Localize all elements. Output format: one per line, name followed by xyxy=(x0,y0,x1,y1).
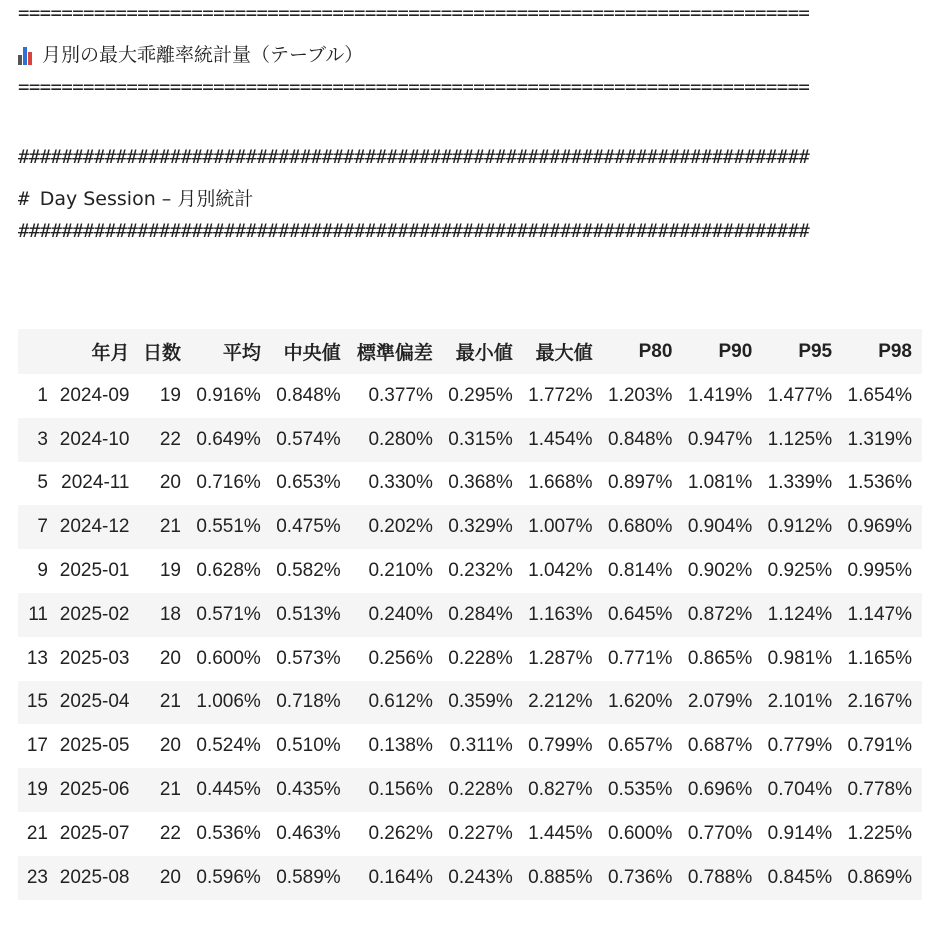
table-cell: 0.475% xyxy=(271,505,351,549)
table-cell: 0.536% xyxy=(196,822,261,844)
table-cell: 0.869% xyxy=(842,856,922,900)
table-cell: 0.612% xyxy=(351,681,443,725)
table-cell: 1.772% xyxy=(528,384,593,406)
table-cell: 0.925% xyxy=(767,560,833,582)
column-header: P90 xyxy=(682,329,762,374)
table-cell: 2024-12 xyxy=(54,505,140,549)
table-cell: 1.445% xyxy=(528,822,593,844)
table-row xyxy=(18,418,922,462)
table-body xyxy=(18,374,922,900)
table-cell: 1.124% xyxy=(762,593,842,637)
table-cell: 0.368% xyxy=(448,472,513,494)
table-cell: 0.696% xyxy=(682,768,762,812)
table-row xyxy=(18,681,922,725)
table-cell: 0.687% xyxy=(687,735,753,757)
table-cell: 0.284% xyxy=(443,593,523,637)
table-cell: 0.202% xyxy=(351,505,443,549)
table-cell: 0.315% xyxy=(443,418,523,462)
table-cell: 2024-10 xyxy=(54,418,140,462)
table-cell: 0.600% xyxy=(196,647,261,669)
table-cell: 2.167% xyxy=(842,681,922,725)
table-cell: 19 xyxy=(159,384,181,406)
table-cell: 0.210% xyxy=(368,560,433,582)
table-row xyxy=(18,768,922,812)
table-cell: 1.203% xyxy=(607,384,673,406)
bar-chart-icon xyxy=(18,47,34,65)
table-cell: 0.969% xyxy=(842,505,922,549)
table-cell: 21 xyxy=(140,681,191,725)
column-header: 年月 xyxy=(54,329,140,374)
table-cell: 0.788% xyxy=(682,856,762,900)
table-cell: 1.668% xyxy=(528,472,593,494)
table-cell: 2025-03 xyxy=(59,647,130,669)
table-cell: 0.827% xyxy=(523,768,603,812)
table-cell: 0.377% xyxy=(368,384,433,406)
column-header: 平均 xyxy=(191,329,271,374)
table-cell: 0.551% xyxy=(191,505,271,549)
table-cell: 2025-02 xyxy=(54,593,140,637)
table-cell: 0.164% xyxy=(351,856,443,900)
table-cell: 1.147% xyxy=(842,593,922,637)
session-heading xyxy=(18,184,253,211)
column-header: 標準偏差 xyxy=(351,329,443,374)
table-cell: 2025-06 xyxy=(54,768,140,812)
table-cell: 0.510% xyxy=(276,735,341,757)
row-index-cell: 15 xyxy=(18,681,54,725)
table-cell: 1.339% xyxy=(767,472,833,494)
table-cell: 0.778% xyxy=(842,768,922,812)
table-header-row xyxy=(18,329,922,374)
table-cell: 0.535% xyxy=(603,768,683,812)
row-index-cell: 1 xyxy=(37,384,48,406)
table-cell: 0.897% xyxy=(607,472,673,494)
row-index-cell: 13 xyxy=(26,647,48,669)
table-cell: 2.079% xyxy=(682,681,762,725)
table-cell: 1.125% xyxy=(762,418,842,462)
table-cell: 0.228% xyxy=(448,647,513,669)
table-cell: 0.680% xyxy=(603,505,683,549)
table-cell: 22 xyxy=(159,822,181,844)
table-cell: 0.865% xyxy=(687,647,753,669)
table-cell: 20 xyxy=(159,647,181,669)
table-cell: 1.165% xyxy=(847,647,912,669)
table-cell: 1.081% xyxy=(687,472,753,494)
table-cell: 0.916% xyxy=(196,384,261,406)
table-cell: 0.295% xyxy=(448,384,513,406)
table-cell: 1.620% xyxy=(603,681,683,725)
row-index-cell: 5 xyxy=(37,472,48,494)
table-cell: 0.770% xyxy=(687,822,753,844)
table-cell: 0.232% xyxy=(448,560,513,582)
table-cell: 1.319% xyxy=(842,418,922,462)
session-heading-title: Day Session – 月別統計 xyxy=(39,188,254,210)
column-header: P98 xyxy=(842,329,922,374)
table-cell: 0.280% xyxy=(351,418,443,462)
table-cell: 18 xyxy=(140,593,191,637)
table-cell: 2025-07 xyxy=(59,822,130,844)
table-cell: 0.571% xyxy=(191,593,271,637)
table-cell: 1.654% xyxy=(847,384,912,406)
table-cell: 0.845% xyxy=(762,856,842,900)
table-cell: 2.101% xyxy=(762,681,842,725)
table-cell: 0.981% xyxy=(767,647,833,669)
table-cell: 1.477% xyxy=(767,384,833,406)
separator-hash-bottom: ######################################################################### xyxy=(18,220,810,242)
table-cell: 0.791% xyxy=(847,735,912,757)
row-index-cell: 9 xyxy=(37,560,48,582)
row-index-cell: 11 xyxy=(18,593,54,637)
output-title: 月別の最大乖離率統計量（テーブル） xyxy=(42,44,364,66)
table-cell: 0.904% xyxy=(682,505,762,549)
table-cell: 1.006% xyxy=(191,681,271,725)
table-cell: 0.463% xyxy=(276,822,341,844)
table-cell: 0.771% xyxy=(607,647,673,669)
column-header: 日数 xyxy=(140,329,191,374)
table-cell: 0.359% xyxy=(443,681,523,725)
separator-equals-bottom: ========================================================================= xyxy=(18,76,810,98)
table-cell: 0.573% xyxy=(276,647,341,669)
table-cell: 0.872% xyxy=(682,593,762,637)
table-cell: 0.513% xyxy=(271,593,351,637)
table-row xyxy=(18,549,922,593)
table-cell: 0.574% xyxy=(271,418,351,462)
table-cell: 1.454% xyxy=(523,418,603,462)
table-cell: 20 xyxy=(159,735,181,757)
table-cell: 19 xyxy=(159,560,181,582)
table-cell: 2025-04 xyxy=(54,681,140,725)
table-cell: 2025-01 xyxy=(59,560,130,582)
table-row xyxy=(18,593,922,637)
table-cell: 0.596% xyxy=(191,856,271,900)
table-cell: 0.814% xyxy=(607,560,673,582)
table-cell: 0.227% xyxy=(448,822,513,844)
table-cell: 0.240% xyxy=(351,593,443,637)
table-row xyxy=(18,856,922,900)
row-index-cell: 3 xyxy=(18,418,54,462)
table-cell: 1.225% xyxy=(847,822,912,844)
table-cell: 0.262% xyxy=(368,822,433,844)
table-cell: 1.042% xyxy=(528,560,593,582)
table-cell: 2024-11 xyxy=(61,472,130,494)
table-row xyxy=(18,724,922,768)
table-cell: 0.848% xyxy=(276,384,341,406)
table-cell: 0.914% xyxy=(767,822,833,844)
table-cell: 0.156% xyxy=(351,768,443,812)
table-row xyxy=(18,462,922,506)
index-column-header xyxy=(18,329,54,374)
table-cell: 0.947% xyxy=(682,418,762,462)
table-row xyxy=(18,637,922,681)
table-cell: 0.243% xyxy=(443,856,523,900)
table-cell: 0.653% xyxy=(276,472,341,494)
table-cell: 0.645% xyxy=(603,593,683,637)
table-cell: 1.007% xyxy=(523,505,603,549)
table-row xyxy=(18,505,922,549)
table-cell: 0.716% xyxy=(196,472,261,494)
table-cell: 0.435% xyxy=(271,768,351,812)
table-cell: 0.736% xyxy=(603,856,683,900)
table-cell: 0.704% xyxy=(762,768,842,812)
table-cell: 0.912% xyxy=(762,505,842,549)
table-cell: 0.330% xyxy=(368,472,433,494)
table-cell: 20 xyxy=(140,856,191,900)
table-cell: 0.718% xyxy=(271,681,351,725)
column-header: 中央値 xyxy=(271,329,351,374)
table-cell: 0.582% xyxy=(276,560,341,582)
table-cell: 1.163% xyxy=(523,593,603,637)
table-cell: 21 xyxy=(140,505,191,549)
table-cell: 2024-09 xyxy=(59,384,130,406)
table-cell: 21 xyxy=(140,768,191,812)
column-header: 最大値 xyxy=(523,329,603,374)
table-cell: 0.995% xyxy=(847,560,912,582)
table-cell: 0.329% xyxy=(443,505,523,549)
row-index-cell: 17 xyxy=(26,735,48,757)
row-index-cell: 7 xyxy=(18,505,54,549)
table-cell: 0.311% xyxy=(449,735,513,757)
table-cell: 2.212% xyxy=(523,681,603,725)
table-cell: 0.848% xyxy=(603,418,683,462)
table-cell: 0.524% xyxy=(196,735,261,757)
table-cell: 0.649% xyxy=(191,418,271,462)
table-cell: 0.445% xyxy=(191,768,271,812)
column-header: P80 xyxy=(603,329,683,374)
monthly-stats-table xyxy=(18,329,922,900)
table-cell: 0.256% xyxy=(368,647,433,669)
column-header: 最小値 xyxy=(443,329,523,374)
table-cell: 1.536% xyxy=(847,472,912,494)
output-title-line xyxy=(18,40,363,67)
table-cell: 0.628% xyxy=(196,560,261,582)
table-cell: 2025-08 xyxy=(54,856,140,900)
table-cell: 0.902% xyxy=(687,560,753,582)
table-cell: 1.419% xyxy=(687,384,753,406)
separator-hash-top: ######################################################################### xyxy=(18,146,810,168)
table-cell: 20 xyxy=(159,472,181,494)
row-index-cell: 23 xyxy=(18,856,54,900)
table-cell: 0.600% xyxy=(607,822,673,844)
table-cell: 1.287% xyxy=(528,647,593,669)
table-cell: 0.657% xyxy=(607,735,673,757)
table-row xyxy=(18,374,922,418)
table-cell: 0.799% xyxy=(528,735,593,757)
row-index-cell: 21 xyxy=(26,822,48,844)
table-cell: 0.228% xyxy=(443,768,523,812)
table-cell: 22 xyxy=(140,418,191,462)
table-cell: 0.885% xyxy=(523,856,603,900)
column-header: P95 xyxy=(762,329,842,374)
table-row xyxy=(18,812,922,856)
separator-equals-top: ========================================================================= xyxy=(18,2,810,24)
table-cell: 2025-05 xyxy=(59,735,130,757)
row-index-cell: 19 xyxy=(18,768,54,812)
table-cell: 0.138% xyxy=(368,735,433,757)
table-cell: 0.779% xyxy=(767,735,833,757)
table-cell: 0.589% xyxy=(271,856,351,900)
session-heading-prefix: # xyxy=(18,188,40,210)
